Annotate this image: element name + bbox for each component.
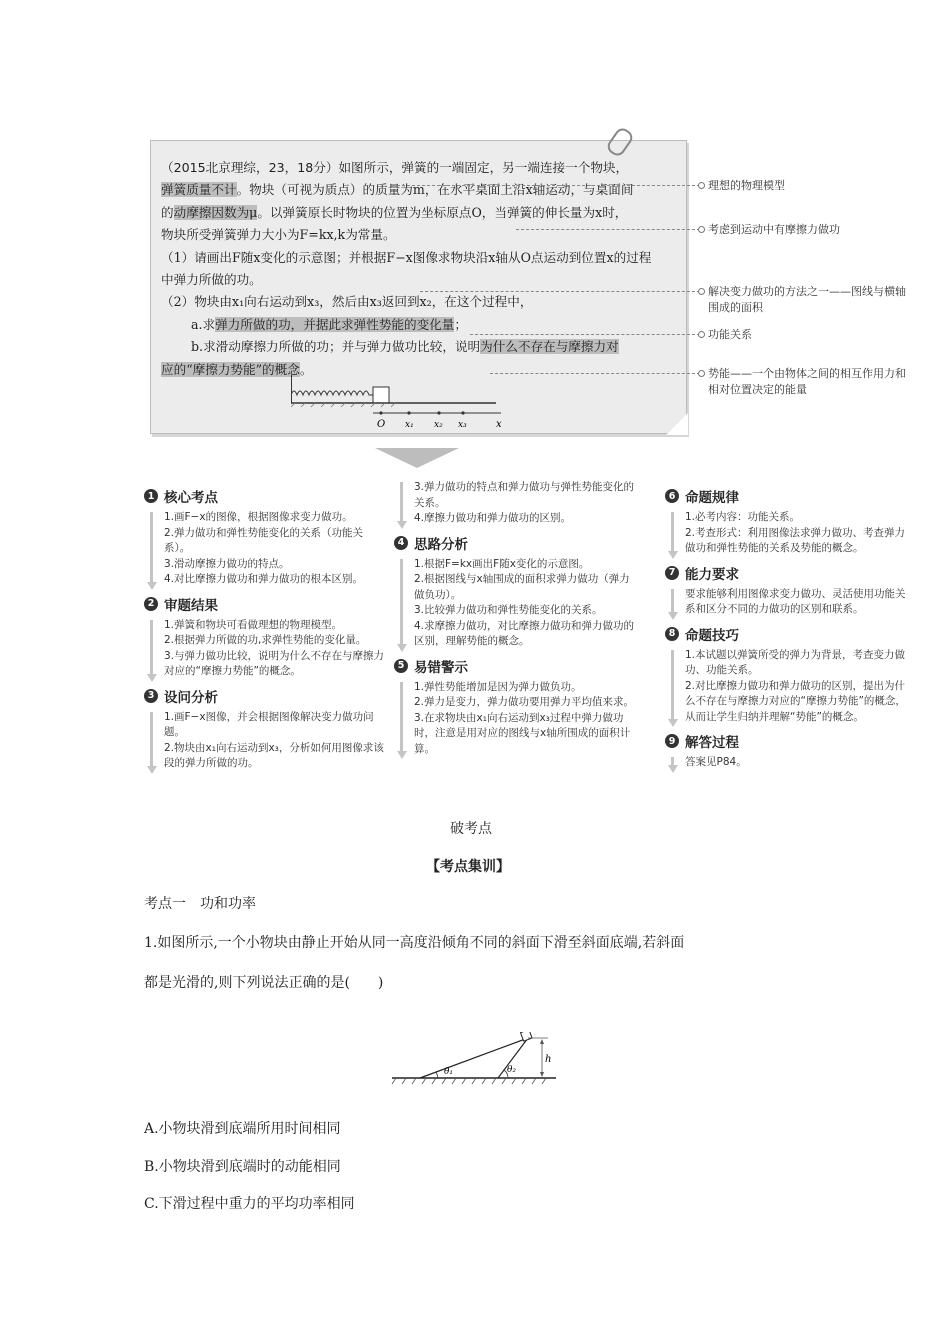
step-item: 2.对比摩擦力做功和弹力做功的区别，提出为什么不存在与摩擦力对应的“摩擦力势能”的概念，从而让学生归纳并理解“势能”的概念。: [685, 679, 906, 723]
step-number-badge: 6: [665, 489, 679, 503]
step-item: 答案见P84。: [685, 756, 747, 768]
problem-text-span: （1）请画出F随x变化的示意图；并根据F−x图像求物块沿x轴从O点运动到位置x的过程: [161, 249, 652, 265]
steps-column-2: [394, 480, 639, 757]
step-number-badge: 3: [144, 689, 158, 703]
axis-label-o: O: [377, 419, 386, 430]
axis-label-x2: x₂: [434, 420, 443, 430]
step-item: 2.弹力是变力，弹力做功要用弹力平均值来求。: [414, 696, 635, 708]
step-item: 3.比较弹力做功和弹性势能变化的关系。: [414, 604, 603, 616]
highlighted-text: 弹簧质量不计: [161, 182, 237, 198]
highlighted-text: 为什么不存在与摩擦力对: [480, 339, 619, 355]
step-title: 核心考点: [164, 490, 218, 506]
topic-title: 考点一 功和功率: [144, 896, 256, 912]
step-heading: [144, 686, 389, 706]
problem-text-span: （2）物块由x₁向右运动到x₃，然后由x₃返回到x₂，在这个过程中，: [161, 294, 533, 310]
step-heading: [144, 486, 389, 506]
step-heading: [665, 563, 910, 583]
step-heading: [394, 533, 639, 553]
step-body: [665, 648, 910, 726]
step-title: 思路分析: [414, 536, 468, 553]
step-body: [394, 680, 639, 758]
annotation-leader-line: [392, 185, 700, 186]
step-title: 设问分析: [164, 689, 218, 706]
annotation-note: 考虑到运动中有摩擦力做功: [708, 223, 840, 236]
highlighted-text: 动摩擦因数为μ: [173, 204, 258, 220]
problem-line: [161, 291, 677, 313]
problem-line: [161, 269, 677, 291]
step-item: 4.对比摩擦力做功和弹力做功的根本区别。: [164, 573, 364, 585]
problem-text-span: 。: [299, 361, 313, 377]
problem-source: （2015北京理综，23，18分）: [161, 160, 339, 175]
step-body: [144, 510, 389, 588]
step-body: [665, 587, 910, 618]
step-item: 1.必考内容：功能关系。: [685, 511, 801, 523]
theta1-label: θ₁: [444, 1067, 454, 1077]
annotation-dot-icon: [698, 226, 705, 233]
step-body: [665, 510, 910, 557]
annotation-leader-line: [470, 334, 700, 335]
step-number-badge: 9: [665, 734, 679, 748]
incline-figure: [390, 1032, 560, 1088]
step-item: 1.弹性势能增加是因为弹力做负功。: [414, 680, 582, 693]
step-item: 2.根据弹力所做的功,求弹性势能的变化量。: [164, 634, 367, 646]
annotation-dot-icon: [698, 370, 705, 377]
highlighted-text: 弹力所做的功，并据此求弹性势能的变化量: [215, 316, 455, 332]
problem-text-span: ；: [454, 316, 467, 332]
steps-column-1: [144, 480, 389, 772]
step-number-badge: 7: [665, 566, 679, 580]
step-heading: [394, 656, 639, 676]
step-item: 3.滑动摩擦力做功的特点。: [164, 557, 290, 570]
step-body: [144, 618, 389, 680]
highlighted-text: 应的“摩擦力势能”的概念: [161, 361, 300, 377]
step-body: [144, 710, 389, 772]
step-item: 1.根据F=kx画出F随x变化的示意图。: [414, 557, 590, 570]
axis-label-x: x: [496, 419, 502, 430]
step-number-badge: 8: [665, 627, 679, 641]
step-item: 2.弹力做功和弹性势能变化的关系（功能关系）。: [164, 526, 364, 554]
axis-label-x1: x₁: [405, 420, 414, 430]
step-heading: [665, 486, 910, 506]
step-item: 3.在求物块由x₁向右运动到x₃过程中弹力做功时，注意是用对应的图线与x轴所围成的面积计算。: [414, 711, 631, 755]
step-body: [394, 557, 639, 650]
question-line-1: 1.如图所示,一个小物块由静止开始从同一高度沿倾角不同的斜面下滑至斜面底端,若斜面: [144, 935, 685, 951]
step-number-badge: 4: [394, 536, 408, 550]
step-item: 1.画F−x的图像，根据图像求变力做功。: [164, 511, 353, 523]
problem-text-span: 物块所受弹簧弹力大小为F=kx,k为常量。: [161, 227, 396, 243]
problem-text-span: 的: [161, 204, 174, 220]
annotation-leader-line: [420, 291, 700, 292]
problem-line: [161, 247, 677, 269]
steps-column-3: [665, 480, 910, 771]
step-title: 解答过程: [685, 735, 739, 751]
option-b: B.小物块滑到底端时的动能相同: [144, 1159, 341, 1175]
step-number-badge: 1: [144, 489, 158, 503]
step-item: 3.弹力做功的特点和弹力做功与弹性势能变化的关系。: [414, 481, 635, 509]
step-item: 要求能够利用图像求变力做功、灵活使用功能关系和区分不同的力做功的区别和联系。: [685, 587, 906, 615]
step-heading: [665, 624, 910, 644]
step-title: 审题结果: [164, 597, 218, 614]
annotation-note: 理想的物理模型: [708, 179, 785, 192]
step-body: [665, 755, 910, 771]
problem-text-span: 如图所示，弹簧的一端固定，另一端连接一个物块，: [338, 160, 629, 175]
question-line-2: 都是光滑的,则下列说法正确的是( ): [144, 975, 384, 991]
annotation-note: 功能关系: [708, 328, 752, 341]
step-item: 4.摩擦力做功和弹力做功的区别。: [414, 512, 572, 524]
annotation-note: 解决变力做功的方法之一——图线与横轴围成的面积: [708, 285, 906, 314]
problem-text-span: 。物块（可视为质点）的质量为m，在水平桌面上沿x轴运动，与桌面间: [236, 182, 634, 198]
step-body: [394, 480, 639, 527]
problem-line: [161, 336, 677, 358]
annotation-dot-icon: [698, 182, 705, 189]
annotation-leader-line: [516, 229, 700, 230]
problem-line: [161, 314, 677, 336]
step-heading: [144, 594, 389, 614]
subtitle: 【考点集训】: [426, 859, 510, 875]
step-title: 命题技巧: [685, 627, 739, 644]
problem-text-span: a.求: [191, 316, 216, 332]
problem-line: [161, 224, 677, 246]
annotation-note: 势能——一个由物体之间的相互作用力和相对位置决定的能量: [708, 367, 906, 396]
step-heading: [665, 731, 910, 751]
problem-text-span: 。以弹簧原长时物块的位置为坐标原点O，当弹簧的伸长量为x时，: [257, 204, 628, 220]
step-title: 命题规律: [685, 490, 739, 506]
down-arrow-icon: [375, 448, 459, 468]
step-number-badge: 2: [144, 597, 158, 611]
problem-text: [161, 157, 677, 381]
annotation-dot-icon: [698, 288, 705, 295]
step-item: 3.与弹力做功比较，说明为什么不存在与摩擦力对应的“摩擦力势能”的概念。: [164, 649, 385, 677]
problem-text-span: b.求滑动摩擦力所做的功；并与弹力做功比较，说明: [191, 339, 481, 355]
option-a: A.小物块滑到底端所用时间相同: [144, 1121, 341, 1137]
section-title: 破考点: [450, 821, 492, 837]
annotation-leader-line: [490, 373, 700, 374]
step-title: 能力要求: [685, 566, 739, 583]
step-item: 1.本试题以弹簧所受的弹力为背景，考查变力做功、功能关系。: [685, 648, 906, 676]
step-number-badge: 5: [394, 659, 408, 673]
step-title: 易错警示: [414, 659, 468, 676]
axis-label-x3: x₃: [458, 420, 467, 430]
step-item: 4.求摩擦力做功，对比摩擦力做功和弹力做功的区别，理解势能的概念。: [414, 619, 635, 647]
step-item: 2.物块由x₁向右运动到x₃，分析如何用图像求该段的弹力所做的功。: [164, 741, 384, 769]
step-item: 2.根据图线与x轴围成的面积求弹力做功（弹力做负功）。: [414, 573, 630, 601]
theta2-label: θ₂: [507, 1065, 517, 1075]
spring-block-diagram: [291, 375, 671, 435]
problem-line: [161, 179, 677, 201]
step-item: 2.考查形式：利用图像法求弹力做功、考查弹力做功和弹性势能的关系及势能的概念。: [685, 526, 906, 554]
problem-line: [161, 202, 677, 224]
problem-line: [161, 157, 677, 179]
annotation-dot-icon: [698, 331, 705, 338]
problem-text-span: 中弹力所做的功。: [161, 272, 262, 288]
step-item: 1.画F−x图像，并会根据图像解决变力做功问题。: [164, 710, 374, 738]
h-label: h: [545, 1054, 552, 1065]
step-item: 1.弹簧和物块可看做理想的物理模型。: [164, 618, 343, 631]
option-c: C.下滑过程中重力的平均功率相同: [144, 1196, 355, 1212]
